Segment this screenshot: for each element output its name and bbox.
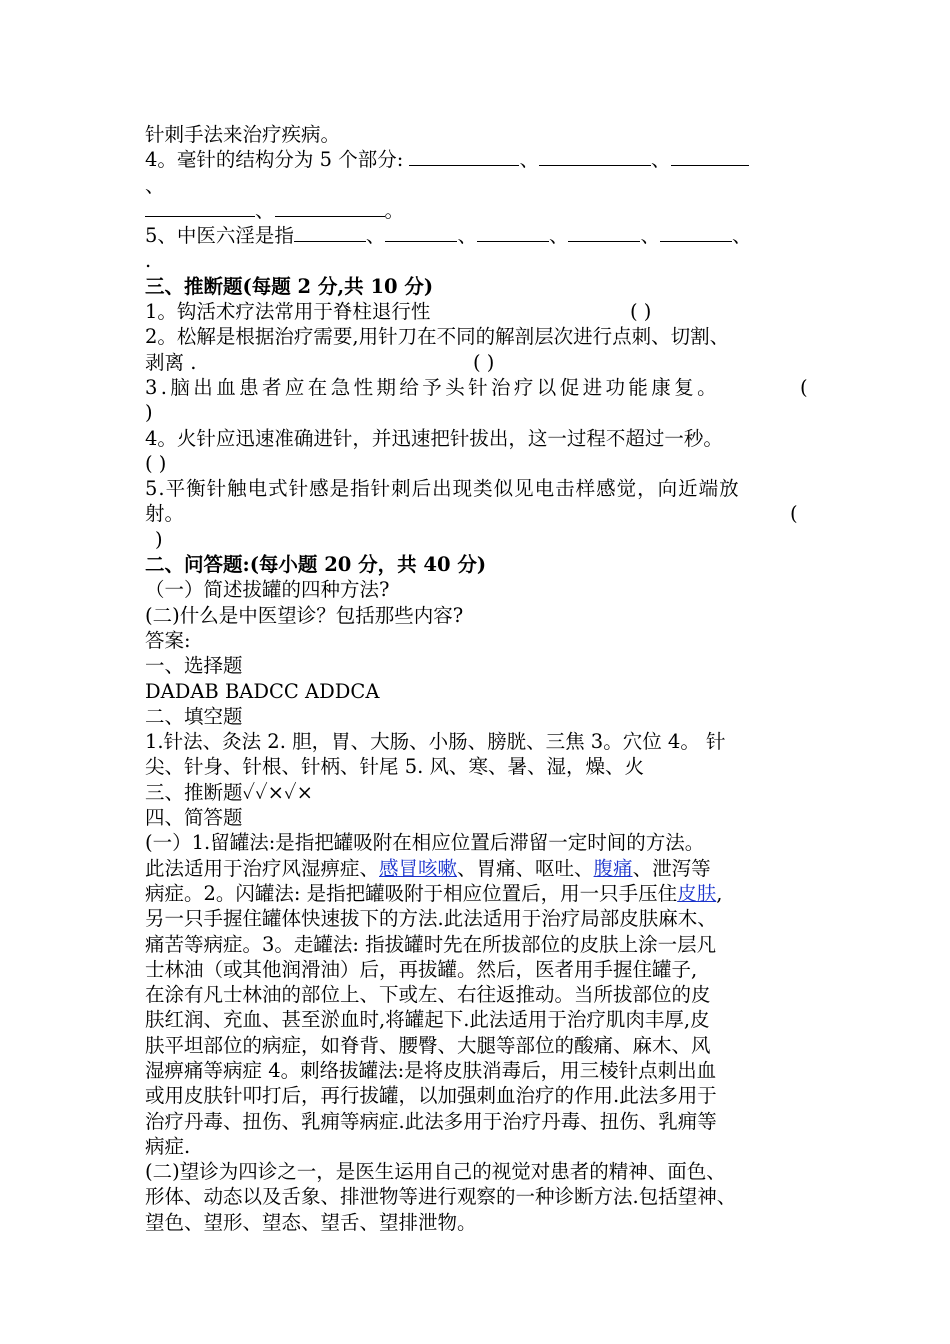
essay1-line4: 另一只手握住罐体快速拔下的方法.此法适用于治疗局部皮肤麻木、 [145, 907, 717, 931]
separator: 。 [384, 198, 405, 222]
judge-q5-line3[interactable]: ) [155, 527, 163, 551]
essay1-line1: (一）1.留罐法:是指把罐吸附在相应位置后滞留一定时间的方法。 [145, 831, 705, 855]
separator: 、 [365, 224, 386, 248]
judge-q3-line2[interactable]: ) [145, 401, 153, 425]
separator: 、 [519, 148, 539, 172]
separator: 、 [731, 224, 752, 248]
judge-q5-line1: 5.平衡针触电式针感是指针刺后出现类似见电击样感觉，向近端放 [145, 477, 740, 501]
answer-blank[interactable] [409, 147, 519, 166]
answers-s1-title: 一、选择题 [145, 654, 243, 678]
q4-dangling-separator: 、 [145, 173, 165, 197]
answer-blank[interactable] [385, 223, 457, 242]
fill-blank-q5 [145, 223, 835, 248]
answer-paren-open[interactable]: ( [790, 502, 798, 526]
q5-dangling-mark: . [145, 249, 152, 273]
judge-q1 [145, 299, 835, 324]
judge-q1-text: 1。钩活术疗法常用于脊柱退行性 [145, 300, 431, 324]
judge-q2-line2 [145, 350, 835, 375]
separator: 、 [548, 224, 569, 248]
judge-q5-text: 射。 [145, 502, 185, 526]
essay1-line7: 在涂有凡士林油的部位上、下或左、右往返推动。当所拔部位的皮 [145, 983, 711, 1007]
answers-s4-title: 四、简答题 [145, 806, 243, 830]
separator: 、 [651, 148, 671, 172]
link-cold-cough[interactable]: 感冒咳嗽 [379, 856, 458, 880]
answer-paren-open[interactable]: ( [800, 375, 808, 399]
answer-blank[interactable] [568, 223, 640, 242]
essay1-text: 、胃痛、呕吐、 [457, 856, 594, 880]
essay-q1: （一）简述拔罐的四种方法? [145, 578, 390, 602]
q5-prefix: 5、中医六淫是指 [145, 224, 294, 248]
fill-blank-q4 [145, 147, 835, 172]
fill-blank-q4-cont [145, 198, 835, 223]
answer-blank[interactable] [275, 198, 385, 217]
essay-q2: (二)什么是中医望诊？包括那些内容? [145, 603, 464, 627]
judge-q4-line1: 4。火针应迅速准确进针，并迅速把针拔出，这一过程不超过一秒。 [145, 426, 723, 450]
answer-blank[interactable] [477, 223, 549, 242]
essay1-line8: 肤红润、充血、甚至淤血时,将罐起下.此法适用于治疗肌肉丰厚,皮 [145, 1008, 710, 1032]
essay1-line12: 治疗丹毒、扭伤、乳痈等病症.此法多用于治疗丹毒、扭伤、乳痈等 [145, 1109, 717, 1133]
judge-q2-text: 剥离 . [145, 350, 197, 374]
link-skin[interactable]: 皮肤 [677, 881, 717, 905]
separator: 、 [457, 224, 477, 248]
answer-blank[interactable] [671, 147, 749, 166]
judge-q4-line2[interactable]: ( ) [145, 451, 167, 475]
separator: 、 [255, 198, 275, 222]
link-abdominal-pain[interactable]: 腹痛 [593, 856, 633, 880]
essay2-line1: (二)望诊为四诊之一，是医生运用自己的视觉对患者的精神、面色、 [145, 1160, 726, 1184]
essay1-line6: 士林油（或其他润滑油）后，再拔罐。然后，医者用手握住罐子, [145, 957, 698, 981]
essay1-text: 此法适用于治疗风湿痹症、 [145, 856, 380, 880]
answers-label: 答案: [145, 628, 191, 652]
fill-blank-continuation: 针刺手法来治疗疾病。 [145, 123, 341, 146]
judge-q5-line2 [145, 501, 835, 526]
essay1-line13: 病症. [145, 1134, 191, 1158]
essay1-text: 病症。2。闪罐法: 是指把罐吸附于相应位置后，用一只手压住 [145, 881, 678, 905]
essay-heading: 二、问答题:(每小题 20 分，共 40 分) [145, 553, 487, 577]
document-page [145, 122, 835, 1235]
answer-blank[interactable] [539, 147, 651, 166]
q4-prefix: 4。毫针的结构分为 5 个部分: [145, 148, 404, 172]
essay1-text: , [716, 881, 723, 905]
answer-blank[interactable] [660, 223, 732, 242]
answer-paren[interactable]: ( ) [473, 350, 495, 374]
judge-q2-line1: 2。松解是根据治疗需要,用针刀在不同的解剖层次进行点刺、切割、 [145, 325, 730, 349]
essay1-line2 [145, 856, 835, 881]
answers-s1-body: DADAB BADCC ADDCA [145, 679, 380, 703]
judge-heading: 三、推断题(每题 2 分,共 10 分) [145, 274, 434, 298]
essay1-line3 [145, 881, 835, 906]
answer-paren[interactable]: ( ) [630, 300, 652, 324]
answers-s2-title: 二、填空题 [145, 704, 243, 728]
judge-q3-text: 3.脑出血患者应在急性期给予头针治疗以促进功能康复。 [145, 375, 721, 399]
essay1-text: 、泄泻等 [632, 856, 711, 880]
essay2-line3: 望色、望形、望态、望舌、望排泄物。 [145, 1210, 477, 1234]
answer-blank[interactable] [145, 198, 255, 217]
essay2-line2: 形体、动态以及舌象、排泄物等进行观察的一种诊断方法.包括望神、 [145, 1185, 737, 1209]
answers-s2-line2: 尖、针身、针根、针柄、针尾 5. 风、寒、暑、湿，燥、火 [145, 755, 645, 779]
essay1-line5: 痛苦等病症。3。走罐法: 指拔罐时先在所拔部位的皮肤上涂一层凡 [145, 932, 717, 956]
answers-s2-line1: 1.针法、灸法 2. 胆，胃、大肠、小肠、膀胱、三焦 3。穴位 4。 针 [145, 730, 726, 754]
essay1-line9: 肤平坦部位的病症，如脊背、腰臀、大腿等部位的酸痛、麻木、风 [145, 1033, 711, 1057]
answer-blank[interactable] [294, 223, 366, 242]
answers-s3-line: 三、推断题✓✓×✓× [145, 780, 313, 804]
separator: 、 [640, 224, 660, 248]
essay1-line10: 湿痹痛等病症 4。刺络拔罐法:是将皮肤消毒后，用三棱针点刺出血 [145, 1058, 717, 1082]
judge-q3-line1 [145, 375, 835, 400]
essay1-line11: 或用皮肤针叩打后，再行拔罐，以加强刺血治疗的作用.此法多用于 [145, 1084, 717, 1108]
